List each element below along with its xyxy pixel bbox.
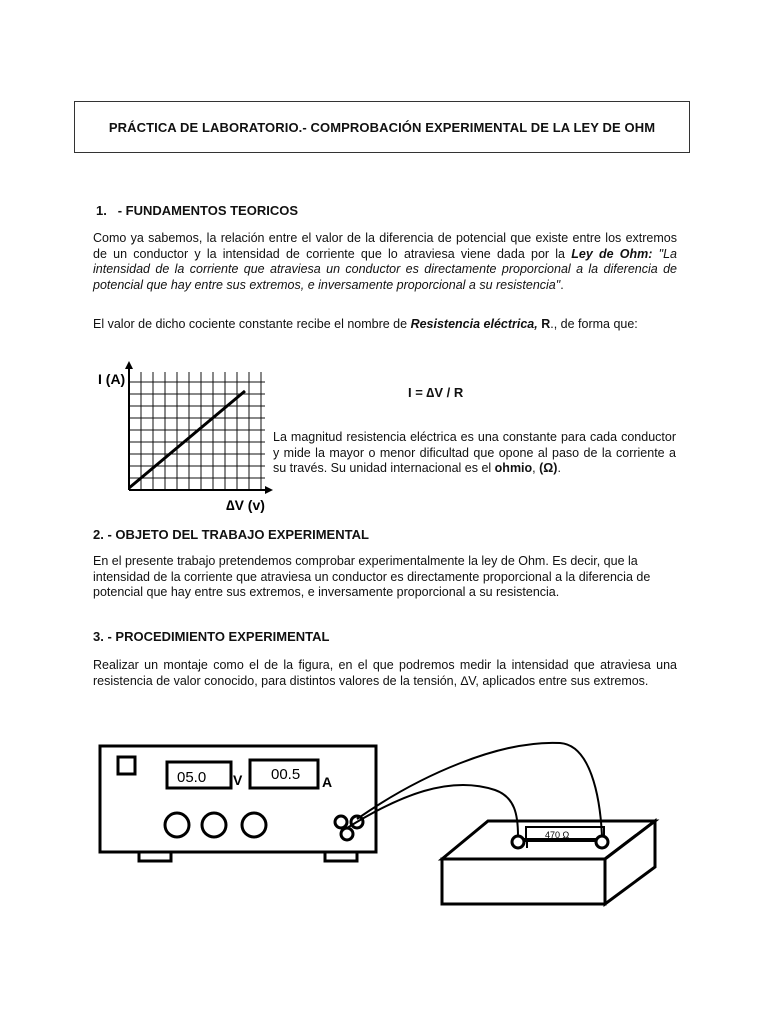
section-1-paragraph-2 [93, 317, 693, 333]
foot-right [325, 852, 357, 861]
knob-3 [242, 813, 266, 837]
p3-text-c: . [557, 461, 561, 475]
section-2-paragraph [93, 554, 677, 601]
y-axis-arrow [125, 361, 133, 369]
board-terminal-left [512, 836, 524, 848]
knob-1 [165, 813, 189, 837]
section-3-heading: 3. - PROCEDIMIENTO EXPERIMENTAL [93, 629, 330, 644]
ohm-formula: I = ∆V / R [408, 385, 464, 400]
page-title: PRÁCTICA DE LABORATORIO.- COMPROBACIÓN EXPERIMENTAL DE LA LEY DE OHM [108, 120, 656, 135]
title-box [74, 101, 690, 153]
section-1-number: 1. [96, 203, 107, 218]
section-1-heading [96, 203, 298, 218]
voltage-reading: 05.0 [177, 769, 207, 786]
ohm-graph [96, 360, 276, 518]
x-axis-arrow [265, 486, 273, 494]
foot-left [139, 852, 171, 861]
ohm-unit: ohmio [494, 461, 533, 475]
resistance-symbol: R [537, 317, 551, 331]
voltage-unit: V [233, 772, 243, 788]
p3-text-b: , [532, 461, 540, 475]
section-2-text: En el presente trabajo pretendemos comprobar experimentalmente la ley de Ohm. Es decir, que la intensidad de la corriente que atraviesa un conductor es directamente proporcional a la diferencia de potencial que hay entre sus extremos, e inversamente proporcional a su resistencia. [93, 554, 651, 599]
p3-text-a: La magnitud resistencia eléctrica es una constante para cada conductor y mide la mayor o menor dificultad que opone al paso de la corriente a su través. Su unidad internacional es el [273, 430, 676, 475]
section-1-paragraph-3 [273, 430, 676, 477]
section-1-paragraph-1 [93, 231, 677, 293]
current-reading: 00.5 [271, 766, 301, 783]
resistance-term: Resistencia eléctrica, [410, 317, 538, 331]
ohm-law-term: Ley de Ohm: [571, 246, 653, 261]
section-3-paragraph [93, 658, 677, 689]
p2-text-a: El valor de dicho cociente constante recibe el nombre de [93, 317, 411, 331]
p2-text-c: ., de forma que: [550, 317, 638, 331]
board-front [442, 859, 605, 904]
section-2-heading: 2. - OBJETO DEL TRABAJO EXPERIMENTAL [93, 527, 369, 542]
resistor-label: 470 Ω [545, 830, 570, 840]
knob-2 [202, 813, 226, 837]
current-unit: A [322, 774, 333, 790]
board-terminal-right [596, 836, 608, 848]
section-3-text: Realizar un montaje como el de la figura, en el que podremos medir la intensidad que atraviesa una resistencia de valor conocido, para distintos valores de la tensión, ∆V, aplicados entre sus extremos. [93, 658, 677, 688]
ohm-law-quote: "La intensidad de la corriente que atraviesa un conductor es directamente proporcional a la diferencia de potencial que hay entre sus extremos, e inversamente proporcional a su resistencia" [93, 246, 677, 292]
power-supply [100, 746, 376, 852]
ohm-symbol: (Ω) [539, 461, 558, 475]
p1-text-end: . [560, 277, 564, 292]
apparatus-figure [90, 735, 710, 910]
x-axis-label: ∆V (v) [226, 497, 265, 513]
p1-text-a: Como ya sabemos, la relación entre el valor de la diferencia de potencial que existe entre los extremos de un conductor y la intensidad de corriente que lo atraviesa viene dada por la [93, 231, 677, 261]
power-switch [118, 757, 135, 774]
y-axis-label: I (A) [98, 371, 126, 387]
terminal-left [335, 816, 347, 828]
section-1-title: - FUNDAMENTOS TEORICOS [117, 203, 299, 218]
terminal-bottom [341, 828, 353, 840]
